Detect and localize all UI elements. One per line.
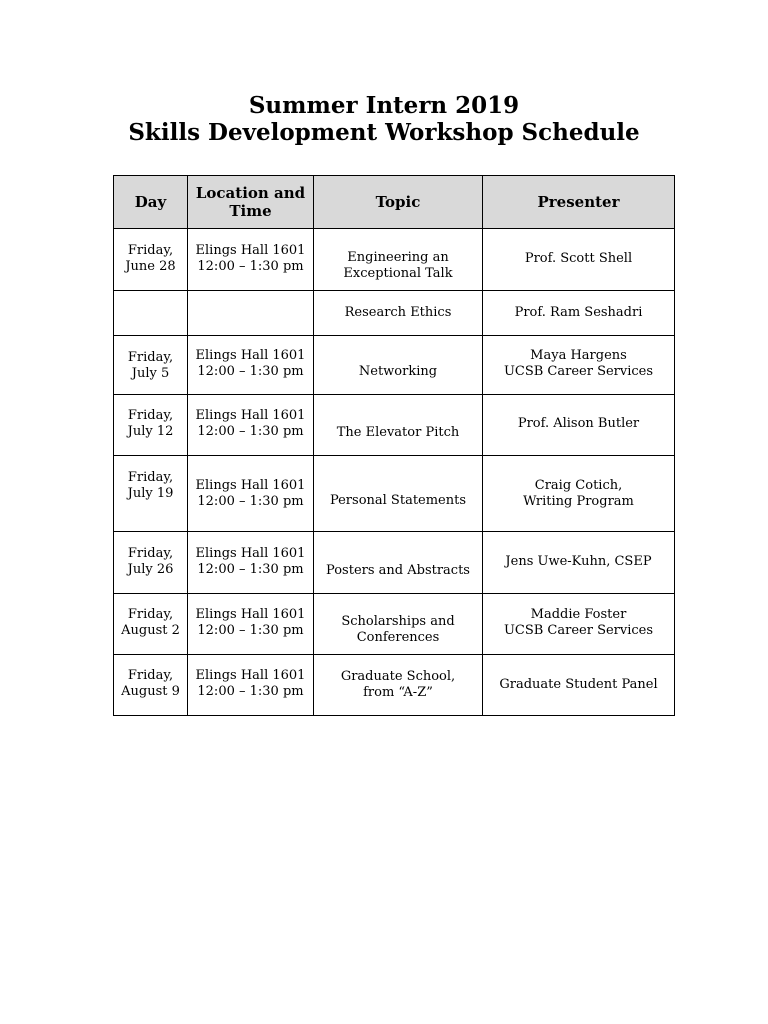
topic-line-2: from “A-Z” <box>363 685 433 700</box>
presenter-line-2: UCSB Career Services <box>503 364 654 379</box>
document-title <box>0 92 768 146</box>
location-place: Elings Hall 1601 <box>195 478 306 493</box>
table-row <box>114 655 675 716</box>
day-cell <box>114 395 188 456</box>
topic-line-1: Personal Statements <box>329 493 467 508</box>
presenter-line-1: Graduate Student Panel <box>499 677 658 692</box>
day-label: Friday, <box>127 607 174 622</box>
table-row <box>114 456 675 532</box>
day-date: August 9 <box>121 684 180 699</box>
title-line-1: Summer Intern 2019 <box>248 92 520 119</box>
header-day: Day <box>114 176 188 229</box>
table-row <box>114 291 675 336</box>
day-cell <box>114 229 188 291</box>
location-place: Elings Hall 1601 <box>195 243 306 258</box>
topic-cell <box>314 532 483 594</box>
presenter-line-1: Prof. Ram Seshadri <box>514 305 643 320</box>
location-time: 12:00 – 1:30 pm <box>197 684 304 699</box>
title-line-2: Skills Development Workshop Schedule <box>128 119 640 146</box>
location-cell <box>188 456 314 532</box>
location-cell <box>188 291 314 336</box>
topic-cell <box>314 291 483 336</box>
location-time: 12:00 – 1:30 pm <box>197 623 304 638</box>
day-label: Friday, <box>127 546 174 561</box>
day-label: Friday, <box>127 668 174 683</box>
topic-line-2: Conferences <box>356 630 440 645</box>
presenter-cell <box>483 532 675 594</box>
location-time: 12:00 – 1:30 pm <box>197 494 304 509</box>
day-date: July 12 <box>127 424 174 439</box>
location-cell <box>188 229 314 291</box>
topic-line-1: Research Ethics <box>344 305 452 320</box>
table-row <box>114 336 675 395</box>
header-row <box>114 176 675 229</box>
topic-line-1: Scholarships and <box>341 614 455 629</box>
topic-cell <box>314 336 483 395</box>
presenter-line-1: Maya Hargens <box>530 348 627 363</box>
topic-line-2: Exceptional Talk <box>343 266 453 281</box>
location-time: 12:00 – 1:30 pm <box>197 424 304 439</box>
presenter-cell <box>483 336 675 395</box>
topic-line-1: Networking <box>358 364 438 379</box>
day-cell <box>114 532 188 594</box>
presenter-line-2: Writing Program <box>523 494 634 509</box>
day-label: Friday, <box>127 350 174 365</box>
schedule-table <box>113 175 675 716</box>
presenter-cell <box>483 395 675 456</box>
location-cell <box>188 594 314 655</box>
day-cell <box>114 655 188 716</box>
topic-line-1: Posters and Abstracts <box>326 563 470 578</box>
table-row <box>114 532 675 594</box>
day-date: June 28 <box>125 259 176 274</box>
presenter-cell <box>483 229 675 291</box>
topic-cell <box>314 594 483 655</box>
location-place: Elings Hall 1601 <box>195 408 306 423</box>
presenter-line-1: Maddie Foster <box>530 607 627 622</box>
topic-cell <box>314 395 483 456</box>
day-label: Friday, <box>127 243 174 258</box>
location-place: Elings Hall 1601 <box>195 546 306 561</box>
day-cell <box>114 594 188 655</box>
presenter-line-1: Prof. Scott Shell <box>524 251 633 266</box>
location-cell <box>188 336 314 395</box>
presenter-line-2: UCSB Career Services <box>503 623 654 638</box>
location-cell <box>188 532 314 594</box>
presenter-line-1: Jens Uwe-Kuhn, CSEP <box>505 554 652 569</box>
presenter-cell <box>483 456 675 532</box>
day-cell <box>114 456 188 532</box>
location-cell <box>188 395 314 456</box>
location-cell <box>188 655 314 716</box>
topic-line-1: Engineering an <box>347 250 449 265</box>
table-row <box>114 594 675 655</box>
location-time: 12:00 – 1:30 pm <box>197 259 304 274</box>
presenter-line-1: Craig Cotich, <box>534 478 623 493</box>
header-location: Location and Time <box>188 176 314 229</box>
topic-cell <box>314 456 483 532</box>
presenter-line-1: Prof. Alison Butler <box>517 416 640 431</box>
day-label: Friday, <box>127 470 174 485</box>
day-cell <box>114 336 188 395</box>
topic-line-1: Graduate School, <box>340 669 456 684</box>
day-date: July 5 <box>131 366 170 381</box>
topic-cell <box>314 229 483 291</box>
presenter-cell <box>483 291 675 336</box>
topic-line-1: The Elevator Pitch <box>336 425 460 440</box>
location-place: Elings Hall 1601 <box>195 607 306 622</box>
location-time: 12:00 – 1:30 pm <box>197 364 304 379</box>
day-cell <box>114 291 188 336</box>
day-label: Friday, <box>127 408 174 423</box>
location-place: Elings Hall 1601 <box>195 668 306 683</box>
table-row <box>114 395 675 456</box>
topic-cell <box>314 655 483 716</box>
header-presenter: Presenter <box>483 176 675 229</box>
header-topic: Topic <box>314 176 483 229</box>
table-row <box>114 229 675 291</box>
day-date: August 2 <box>121 623 180 638</box>
location-place: Elings Hall 1601 <box>195 348 306 363</box>
presenter-cell <box>483 594 675 655</box>
location-time: 12:00 – 1:30 pm <box>197 562 304 577</box>
day-date: July 19 <box>127 486 174 501</box>
day-date: July 26 <box>127 562 174 577</box>
presenter-cell <box>483 655 675 716</box>
